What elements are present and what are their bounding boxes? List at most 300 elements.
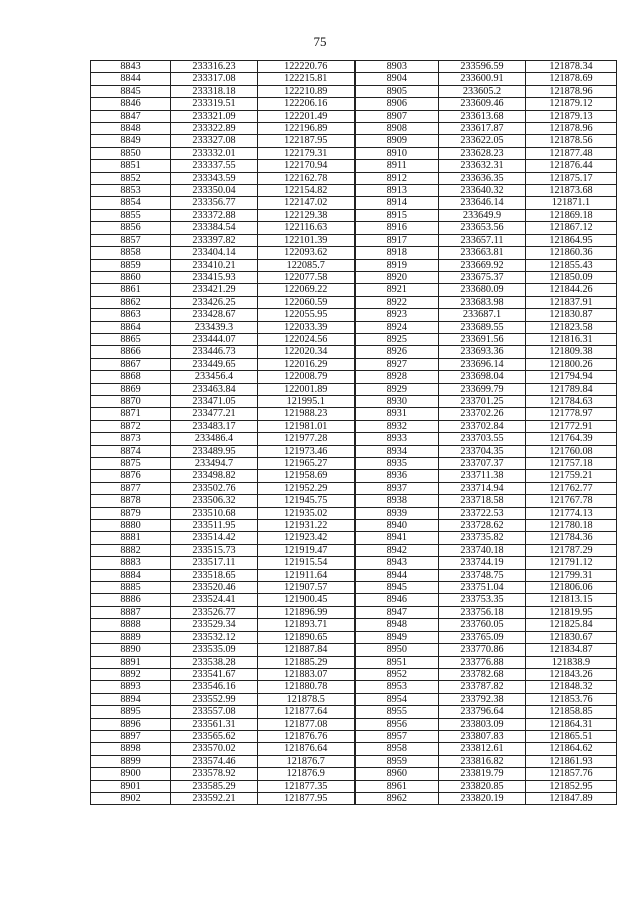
x-coordinate-cell: 233704.35: [439, 445, 526, 457]
y-coordinate-cell: 121764.39: [526, 433, 617, 445]
x-coordinate-cell: 233687.1: [439, 309, 526, 321]
table-row: [91, 234, 617, 246]
point-number-cell: 8882: [91, 544, 171, 556]
point-number-cell: 8955: [355, 706, 439, 718]
y-coordinate-cell: 121857.76: [526, 768, 617, 780]
y-coordinate-cell: 121995.1: [258, 395, 355, 407]
point-number-cell: 8908: [355, 123, 439, 135]
y-coordinate-cell: 121800.26: [526, 358, 617, 370]
point-number-cell: 8923: [355, 309, 439, 321]
y-coordinate-cell: 121799.31: [526, 569, 617, 581]
y-coordinate-cell: 121834.87: [526, 644, 617, 656]
x-coordinate-cell: 233753.35: [439, 594, 526, 606]
x-coordinate-cell: 233574.46: [171, 755, 258, 767]
table-row: [91, 706, 617, 718]
y-coordinate-cell: 121860.36: [526, 247, 617, 259]
y-coordinate-cell: 122129.38: [258, 209, 355, 221]
point-number-cell: 8850: [91, 147, 171, 159]
x-coordinate-cell: 233622.05: [439, 135, 526, 147]
x-coordinate-cell: 233546.16: [171, 681, 258, 693]
x-coordinate-cell: 233421.29: [171, 284, 258, 296]
point-number-cell: 8844: [91, 73, 171, 85]
y-coordinate-cell: 121864.95: [526, 234, 617, 246]
point-number-cell: 8931: [355, 408, 439, 420]
x-coordinate-cell: 233760.05: [439, 619, 526, 631]
x-coordinate-cell: 233776.88: [439, 656, 526, 668]
table-row: [91, 693, 617, 705]
table-row: [91, 768, 617, 780]
point-number-cell: 8880: [91, 520, 171, 532]
y-coordinate-cell: 122210.89: [258, 85, 355, 97]
x-coordinate-cell: 233819.79: [439, 768, 526, 780]
x-coordinate-cell: 233327.08: [171, 135, 258, 147]
y-coordinate-cell: 121813.15: [526, 594, 617, 606]
point-number-cell: 8952: [355, 668, 439, 680]
y-coordinate-cell: 121843.26: [526, 668, 617, 680]
point-number-cell: 8891: [91, 656, 171, 668]
point-number-cell: 8910: [355, 147, 439, 159]
point-number-cell: 8885: [91, 582, 171, 594]
y-coordinate-cell: 122187.95: [258, 135, 355, 147]
point-number-cell: 8901: [91, 780, 171, 792]
table-row: [91, 98, 617, 110]
y-coordinate-cell: 121789.84: [526, 383, 617, 395]
point-number-cell: 8917: [355, 234, 439, 246]
x-coordinate-cell: 233515.73: [171, 544, 258, 556]
x-coordinate-cell: 233683.98: [439, 296, 526, 308]
point-number-cell: 8909: [355, 135, 439, 147]
x-coordinate-cell: 233796.64: [439, 706, 526, 718]
y-coordinate-cell: 121923.42: [258, 532, 355, 544]
point-number-cell: 8843: [91, 61, 171, 73]
point-number-cell: 8932: [355, 420, 439, 432]
x-coordinate-cell: 233596.59: [439, 61, 526, 73]
point-number-cell: 8905: [355, 85, 439, 97]
point-number-cell: 8938: [355, 495, 439, 507]
x-coordinate-cell: 233557.08: [171, 706, 258, 718]
table-row: [91, 532, 617, 544]
table-row: [91, 544, 617, 556]
y-coordinate-cell: 121952.29: [258, 482, 355, 494]
y-coordinate-cell: 121825.84: [526, 619, 617, 631]
y-coordinate-cell: 122196.89: [258, 123, 355, 135]
y-coordinate-cell: 121759.21: [526, 470, 617, 482]
y-coordinate-cell: 121760.08: [526, 445, 617, 457]
y-coordinate-cell: 121861.93: [526, 755, 617, 767]
x-coordinate-cell: 233613.68: [439, 110, 526, 122]
point-number-cell: 8883: [91, 557, 171, 569]
x-coordinate-cell: 233317.08: [171, 73, 258, 85]
x-coordinate-cell: 233722.53: [439, 507, 526, 519]
table-row: [91, 358, 617, 370]
x-coordinate-cell: 233337.55: [171, 160, 258, 172]
table-row: [91, 482, 617, 494]
point-number-cell: 8881: [91, 532, 171, 544]
y-coordinate-cell: 121981.01: [258, 420, 355, 432]
y-coordinate-cell: 121885.29: [258, 656, 355, 668]
x-coordinate-cell: 233319.51: [171, 98, 258, 110]
point-number-cell: 8873: [91, 433, 171, 445]
x-coordinate-cell: 233735.82: [439, 532, 526, 544]
point-number-cell: 8959: [355, 755, 439, 767]
point-number-cell: 8954: [355, 693, 439, 705]
x-coordinate-cell: 233617.87: [439, 123, 526, 135]
x-coordinate-cell: 233649.9: [439, 209, 526, 221]
point-number-cell: 8903: [355, 61, 439, 73]
point-number-cell: 8870: [91, 395, 171, 407]
y-coordinate-cell: 121864.31: [526, 718, 617, 730]
point-number-cell: 8845: [91, 85, 171, 97]
page-number: 75: [313, 34, 327, 49]
point-number-cell: 8922: [355, 296, 439, 308]
y-coordinate-cell: 121873.68: [526, 185, 617, 197]
y-coordinate-cell: 121931.22: [258, 520, 355, 532]
point-number-cell: 8859: [91, 259, 171, 271]
y-coordinate-cell: 121915.54: [258, 557, 355, 569]
point-number-cell: 8940: [355, 520, 439, 532]
x-coordinate-cell: 233701.25: [439, 395, 526, 407]
y-coordinate-cell: 121876.44: [526, 160, 617, 172]
point-number-cell: 8904: [355, 73, 439, 85]
point-number-cell: 8936: [355, 470, 439, 482]
x-coordinate-cell: 233520.46: [171, 582, 258, 594]
x-coordinate-cell: 233605.2: [439, 85, 526, 97]
x-coordinate-cell: 233552.99: [171, 693, 258, 705]
point-number-cell: 8961: [355, 780, 439, 792]
x-coordinate-cell: 233524.41: [171, 594, 258, 606]
x-coordinate-cell: 233535.09: [171, 644, 258, 656]
y-coordinate-cell: 121879.12: [526, 98, 617, 110]
table-row: [91, 309, 617, 321]
point-number-cell: 8950: [355, 644, 439, 656]
x-coordinate-cell: 233711.38: [439, 470, 526, 482]
table-row: [91, 209, 617, 221]
x-coordinate-cell: 233570.02: [171, 743, 258, 755]
point-number-cell: 8926: [355, 346, 439, 358]
y-coordinate-cell: 122055.95: [258, 309, 355, 321]
x-coordinate-cell: 233477.21: [171, 408, 258, 420]
y-coordinate-cell: 121893.71: [258, 619, 355, 631]
table-row: [91, 594, 617, 606]
table-row: [91, 507, 617, 519]
x-coordinate-cell: 233751.04: [439, 582, 526, 594]
point-number-cell: 8892: [91, 668, 171, 680]
point-number-cell: 8847: [91, 110, 171, 122]
point-number-cell: 8890: [91, 644, 171, 656]
y-coordinate-cell: 121876.76: [258, 730, 355, 742]
x-coordinate-cell: 233816.82: [439, 755, 526, 767]
table-row: [91, 73, 617, 85]
y-coordinate-cell: 121848.32: [526, 681, 617, 693]
x-coordinate-cell: 233415.93: [171, 271, 258, 283]
point-number-cell: 8925: [355, 333, 439, 345]
table-row: [91, 61, 617, 73]
point-number-cell: 8876: [91, 470, 171, 482]
y-coordinate-cell: 121806.06: [526, 582, 617, 594]
point-number-cell: 8899: [91, 755, 171, 767]
x-coordinate-cell: 233532.12: [171, 631, 258, 643]
y-coordinate-cell: 122154.82: [258, 185, 355, 197]
x-coordinate-cell: 233657.11: [439, 234, 526, 246]
point-number-cell: 8877: [91, 482, 171, 494]
point-number-cell: 8897: [91, 730, 171, 742]
point-number-cell: 8958: [355, 743, 439, 755]
x-coordinate-cell: 233397.82: [171, 234, 258, 246]
table-row: [91, 433, 617, 445]
x-coordinate-cell: 233384.54: [171, 222, 258, 234]
point-number-cell: 8939: [355, 507, 439, 519]
table-row: [91, 383, 617, 395]
table-row: [91, 582, 617, 594]
point-number-cell: 8869: [91, 383, 171, 395]
y-coordinate-cell: 122220.76: [258, 61, 355, 73]
point-number-cell: 8949: [355, 631, 439, 643]
y-coordinate-cell: 121774.13: [526, 507, 617, 519]
point-number-cell: 8888: [91, 619, 171, 631]
x-coordinate-cell: 233410.21: [171, 259, 258, 271]
y-coordinate-cell: 121877.08: [258, 718, 355, 730]
point-number-cell: 8921: [355, 284, 439, 296]
x-coordinate-cell: 233782.68: [439, 668, 526, 680]
y-coordinate-cell: 121977.28: [258, 433, 355, 445]
x-coordinate-cell: 233517.11: [171, 557, 258, 569]
table-row: [91, 569, 617, 581]
x-coordinate-cell: 233632.31: [439, 160, 526, 172]
table-row: [91, 110, 617, 122]
x-coordinate-cell: 233820.19: [439, 792, 526, 804]
y-coordinate-cell: 122016.29: [258, 358, 355, 370]
x-coordinate-cell: 233698.04: [439, 371, 526, 383]
point-number-cell: 8948: [355, 619, 439, 631]
y-coordinate-cell: 121787.29: [526, 544, 617, 556]
y-coordinate-cell: 121911.64: [258, 569, 355, 581]
y-coordinate-cell: 121855.43: [526, 259, 617, 271]
point-number-cell: 8957: [355, 730, 439, 742]
x-coordinate-cell: 233426.25: [171, 296, 258, 308]
y-coordinate-cell: 122116.63: [258, 222, 355, 234]
y-coordinate-cell: 121878.5: [258, 693, 355, 705]
table-row: [91, 321, 617, 333]
x-coordinate-cell: 233640.32: [439, 185, 526, 197]
table-row: [91, 346, 617, 358]
y-coordinate-cell: 121958.69: [258, 470, 355, 482]
x-coordinate-cell: 233518.65: [171, 569, 258, 581]
table-row: [91, 271, 617, 283]
x-coordinate-cell: 233702.84: [439, 420, 526, 432]
point-number-cell: 8858: [91, 247, 171, 259]
point-number-cell: 8942: [355, 544, 439, 556]
y-coordinate-cell: 121877.35: [258, 780, 355, 792]
point-number-cell: 8874: [91, 445, 171, 457]
x-coordinate-cell: 233803.09: [439, 718, 526, 730]
point-number-cell: 8861: [91, 284, 171, 296]
x-coordinate-cell: 233428.67: [171, 309, 258, 321]
y-coordinate-cell: 121784.63: [526, 395, 617, 407]
x-coordinate-cell: 233787.82: [439, 681, 526, 693]
point-number-cell: 8916: [355, 222, 439, 234]
x-coordinate-cell: 233483.17: [171, 420, 258, 432]
y-coordinate-cell: 121830.67: [526, 631, 617, 643]
point-number-cell: 8945: [355, 582, 439, 594]
y-coordinate-cell: 121794.94: [526, 371, 617, 383]
x-coordinate-cell: 233498.82: [171, 470, 258, 482]
x-coordinate-cell: 233728.62: [439, 520, 526, 532]
x-coordinate-cell: 233585.29: [171, 780, 258, 792]
y-coordinate-cell: 121830.87: [526, 309, 617, 321]
y-coordinate-cell: 121883.07: [258, 668, 355, 680]
y-coordinate-cell: 121809.38: [526, 346, 617, 358]
y-coordinate-cell: 121780.18: [526, 520, 617, 532]
x-coordinate-cell: 233372.88: [171, 209, 258, 221]
point-number-cell: 8906: [355, 98, 439, 110]
point-number-cell: 8862: [91, 296, 171, 308]
x-coordinate-cell: 233765.09: [439, 631, 526, 643]
table-row: [91, 259, 617, 271]
x-coordinate-cell: 233669.92: [439, 259, 526, 271]
y-coordinate-cell: 121837.91: [526, 296, 617, 308]
y-coordinate-cell: 121816.31: [526, 333, 617, 345]
x-coordinate-cell: 233318.18: [171, 85, 258, 97]
x-coordinate-cell: 233663.81: [439, 247, 526, 259]
point-number-cell: 8893: [91, 681, 171, 693]
x-coordinate-cell: 233600.91: [439, 73, 526, 85]
x-coordinate-cell: 233439.3: [171, 321, 258, 333]
table-row: [91, 395, 617, 407]
x-coordinate-cell: 233322.89: [171, 123, 258, 135]
point-number-cell: 8941: [355, 532, 439, 544]
table-row: [91, 668, 617, 680]
point-number-cell: 8962: [355, 792, 439, 804]
y-coordinate-cell: 121762.77: [526, 482, 617, 494]
point-number-cell: 8866: [91, 346, 171, 358]
point-number-cell: 8911: [355, 160, 439, 172]
y-coordinate-cell: 121844.26: [526, 284, 617, 296]
x-coordinate-cell: 233653.56: [439, 222, 526, 234]
table-row: [91, 792, 617, 804]
x-coordinate-cell: 233471.05: [171, 395, 258, 407]
y-coordinate-cell: 122162.78: [258, 172, 355, 184]
x-coordinate-cell: 233792.38: [439, 693, 526, 705]
point-number-cell: 8944: [355, 569, 439, 581]
x-coordinate-cell: 233718.58: [439, 495, 526, 507]
y-coordinate-cell: 121890.65: [258, 631, 355, 643]
x-coordinate-cell: 233592.21: [171, 792, 258, 804]
point-number-cell: 8854: [91, 197, 171, 209]
y-coordinate-cell: 121878.96: [526, 123, 617, 135]
y-coordinate-cell: 121919.47: [258, 544, 355, 556]
point-number-cell: 8879: [91, 507, 171, 519]
table-row: [91, 296, 617, 308]
y-coordinate-cell: 121877.48: [526, 147, 617, 159]
x-coordinate-cell: 233565.62: [171, 730, 258, 742]
table-row: [91, 172, 617, 184]
point-number-cell: 8947: [355, 606, 439, 618]
table-row: [91, 681, 617, 693]
point-number-cell: 8886: [91, 594, 171, 606]
table-row: [91, 606, 617, 618]
x-coordinate-cell: 233693.36: [439, 346, 526, 358]
x-coordinate-cell: 233510.68: [171, 507, 258, 519]
x-coordinate-cell: 233356.77: [171, 197, 258, 209]
x-coordinate-cell: 233463.84: [171, 383, 258, 395]
y-coordinate-cell: 122008.79: [258, 371, 355, 383]
y-coordinate-cell: 121877.64: [258, 706, 355, 718]
point-number-cell: 8867: [91, 358, 171, 370]
y-coordinate-cell: 121878.34: [526, 61, 617, 73]
y-coordinate-cell: 121876.7: [258, 755, 355, 767]
table-row: [91, 458, 617, 470]
table-row: [91, 730, 617, 742]
y-coordinate-cell: 121823.58: [526, 321, 617, 333]
x-coordinate-cell: 233696.14: [439, 358, 526, 370]
point-number-cell: 8951: [355, 656, 439, 668]
x-coordinate-cell: 233703.55: [439, 433, 526, 445]
y-coordinate-cell: 121791.12: [526, 557, 617, 569]
x-coordinate-cell: 233675.37: [439, 271, 526, 283]
x-coordinate-cell: 233511.95: [171, 520, 258, 532]
y-coordinate-cell: 122024.56: [258, 333, 355, 345]
x-coordinate-cell: 233538.28: [171, 656, 258, 668]
point-number-cell: 8889: [91, 631, 171, 643]
point-number-cell: 8875: [91, 458, 171, 470]
point-number-cell: 8924: [355, 321, 439, 333]
x-coordinate-cell: 233636.35: [439, 172, 526, 184]
y-coordinate-cell: 122201.49: [258, 110, 355, 122]
point-number-cell: 8930: [355, 395, 439, 407]
table-row: [91, 185, 617, 197]
table-row: [91, 420, 617, 432]
x-coordinate-cell: 233446.73: [171, 346, 258, 358]
table-row: [91, 755, 617, 767]
table-row: [91, 644, 617, 656]
y-coordinate-cell: 122093.62: [258, 247, 355, 259]
x-coordinate-cell: 233494.7: [171, 458, 258, 470]
x-coordinate-cell: 233744.19: [439, 557, 526, 569]
x-coordinate-cell: 233689.55: [439, 321, 526, 333]
x-coordinate-cell: 233514.42: [171, 532, 258, 544]
y-coordinate-cell: 121850.09: [526, 271, 617, 283]
x-coordinate-cell: 233578.92: [171, 768, 258, 780]
table-row: [91, 470, 617, 482]
x-coordinate-cell: 233680.09: [439, 284, 526, 296]
point-number-cell: 8860: [91, 271, 171, 283]
table-row: [91, 557, 617, 569]
y-coordinate-cell: 121907.57: [258, 582, 355, 594]
table-row: [91, 445, 617, 457]
point-number-cell: 8919: [355, 259, 439, 271]
point-number-cell: 8872: [91, 420, 171, 432]
table-row: [91, 631, 617, 643]
y-coordinate-cell: 121778.97: [526, 408, 617, 420]
y-coordinate-cell: 121853.76: [526, 693, 617, 705]
y-coordinate-cell: 121876.64: [258, 743, 355, 755]
point-number-cell: 8914: [355, 197, 439, 209]
x-coordinate-cell: 233748.75: [439, 569, 526, 581]
y-coordinate-cell: 122020.34: [258, 346, 355, 358]
x-coordinate-cell: 233321.09: [171, 110, 258, 122]
y-coordinate-cell: 121871.1: [526, 197, 617, 209]
y-coordinate-cell: 121878.96: [526, 85, 617, 97]
table-row: [91, 520, 617, 532]
table-row: [91, 85, 617, 97]
y-coordinate-cell: 122060.59: [258, 296, 355, 308]
x-coordinate-cell: 233541.67: [171, 668, 258, 680]
point-number-cell: 8913: [355, 185, 439, 197]
point-number-cell: 8855: [91, 209, 171, 221]
point-number-cell: 8956: [355, 718, 439, 730]
y-coordinate-cell: 121935.02: [258, 507, 355, 519]
x-coordinate-cell: 233502.76: [171, 482, 258, 494]
